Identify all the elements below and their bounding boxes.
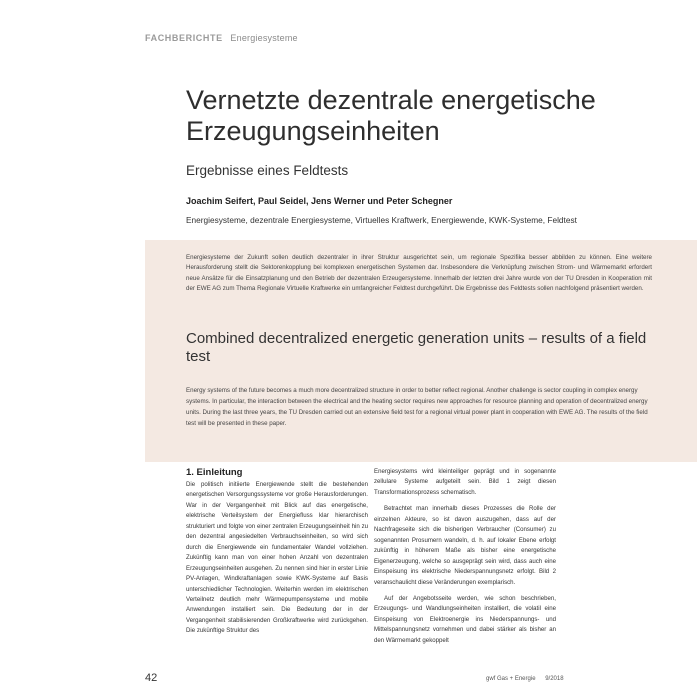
- abstract-german: Energiesysteme der Zukunft sollen deutlich dezentraler in ihrer Struktur ausgerichtet sein, um regionale Spezifika besser abbilden zu können. Eine weitere Herausforderung stellt die Sektorenkopplung bei komplexen energetischen Systemen dar. Insbesondere die Verknüpfung zwischen Strom- und Wärmemarkt erfordert neue Ansätze für die Einsatzplanung und den Betrieb der dezentralen Erzeugersysteme. Innerhalb der letzten drei Jahre wurde von der TU Dresden in Kooperation mit der EWE AG zum Thema Regionale Virtuelle Kraftwerke ein umfangreicher Feldtest durchgeführt. Die Ergebnisse des Feldtests sollen nachfolgend präsentiert werden.: [186, 254, 652, 292]
- body-column-2: [374, 467, 556, 646]
- footer-journal: [486, 676, 564, 682]
- body-paragraph: Betrachtet man innerhalb dieses Prozesses die Rolle der einzelnen Akteure, so ist davon auszugehen, dass auf der Nachfrageseite sich die bisherigen Verbraucher (Consumer) zu sogenannten Prosumern wandeln, d. h. auf lokaler Ebene erfolgt zukünftig in höherem Maße als bisher eine energetische Eigenerzeugung, welche so ausgeprägt sein wird, dass auch eine Einspeisung ins elektrische Niederspannungsnetz erfolgt. Bild 2 veranschaulicht diese Veränderungen exemplarisch.: [374, 505, 556, 586]
- article-subtitle: Ergebnisse eines Feldtests: [186, 163, 349, 178]
- article-title: Vernetzte dezentrale energetische Erzeugungseinheiten: [186, 85, 596, 146]
- page-number: 42: [145, 672, 158, 684]
- running-header: [145, 33, 298, 43]
- body-paragraph: Energiesystems wird kleinteiliger geprägt und in sogenannte zellulare Systeme aufgeteilt sein. Bild 1 zeigt diesen Transformationsprozess schematisch.: [374, 468, 556, 496]
- abstract-english: Energy systems of the future becomes a much more decentralized structure in order to better reflect regional. Another challenge is sector coupling in complex energy systems. In particular, the interaction between the electrical and the heating sector requires new approaches for resource planning and operation of decentralized energy units. During the last three years, the TU Dresden carried out an extensive field test for a regional virtual power plant in cooperation with EWE AG. The results of the field test will be presented in these paper.: [186, 387, 648, 427]
- body-paragraph: Auf der Angebotsseite werden, wie schon beschrieben, Erzeugungs- und Wandlungseinheiten installiert, die volatil eine Einspeisung von Elektroenergie ins Niederspannungs- und Mittelspannungsnetz vornehmen und dabei stärker als bisher an den Wärmemarkt gekoppelt: [374, 594, 556, 644]
- body-column-1: [186, 467, 368, 637]
- article-keywords: Energiesysteme, dezentrale Energiesysteme, Virtuelles Kraftwerk, Energiewende, KWK-Systeme, Feldtest: [186, 215, 577, 225]
- body-paragraph: Die politisch initiierte Energiewende stellt die bestehenden energetischen Versorgungssysteme vor große Herausforderungen. War in der Vergangenheit mit Blick auf das energetische, elektrische Verteilsystem der Energiefluss klar hierarchisch strukturiert und folgte von einer zentralen Erzeugungseinheit hin zu den dezentral angesiedelten Verbrauchseinheiten, so wird sich durch die Energiewende ein fundamentaler Wandel vollziehen. Zukünftig kann man von einer hohen Anzahl von dezentralen Erzeugungseinheiten ausgehen. Zu nennen sind hier in erster Linie PV-Anlagen, Windkraftanlagen sowie KWK-Systeme auf Basis unterschiedlicher Technologien. Weiterhin werden im elektrischen Verteilnetz deutlich mehr Wärmepumpensysteme und mobile Anwendungen installiert sein. Die Bedeutung der in der Vergangenheit stabilisierenden Großkraftwerke wird zurückgehen. Die zukünftige Struktur des: [186, 481, 368, 635]
- english-title: Combined decentralized energetic generation units – results of a field test: [186, 330, 647, 365]
- journal-issue: 9/2018: [545, 676, 564, 682]
- journal-name: gwf Gas + Energie: [486, 676, 536, 682]
- header-kicker: FACHBERICHTE: [145, 33, 223, 43]
- section-heading: 1. Einleitung: [186, 467, 243, 478]
- article-authors: Joachim Seifert, Paul Seidel, Jens Werner und Peter Schegner: [186, 196, 453, 206]
- header-section: Energiesysteme: [230, 33, 298, 43]
